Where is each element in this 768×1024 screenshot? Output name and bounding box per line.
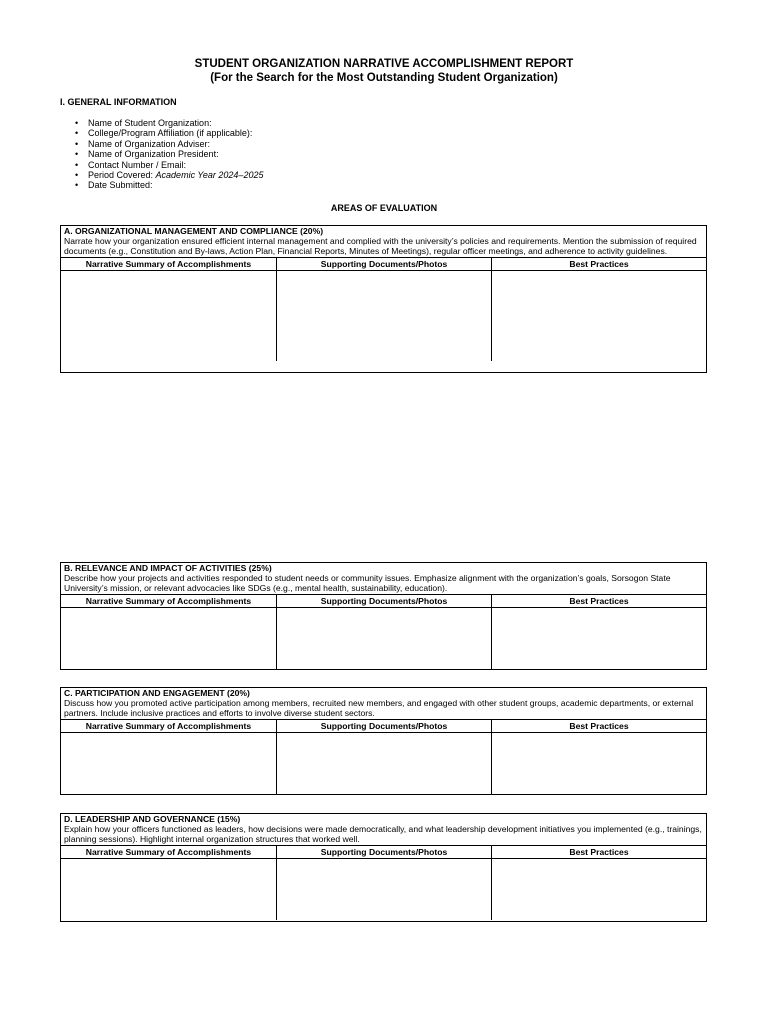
column-header-best-practices: Best Practices [492, 846, 706, 859]
section-d-header [61, 814, 706, 845]
section-b-grid [61, 594, 706, 669]
info-item-contact: • Contact Number / Email: [60, 160, 460, 170]
report-title: STUDENT ORGANIZATION NARRATIVE ACCOMPLISHMENT REPORT [194, 58, 574, 70]
report-subtitle: (For the Search for the Most Outstanding Student Organization) [210, 72, 558, 84]
column-header-supporting-documents: Supporting Documents/Photos [277, 258, 492, 271]
column-header-best-practices: Best Practices [492, 720, 706, 733]
section-d-grid [61, 845, 706, 920]
section-b-documents-cell[interactable] [277, 608, 492, 669]
section-a-grid [61, 257, 706, 361]
info-item-college-affiliation: • College/Program Affiliation (if applicable): [60, 128, 460, 138]
section-b-header [61, 563, 706, 594]
column-header-narrative: Narrative Summary of Accomplishments [61, 595, 277, 608]
info-item-period-covered: • Period Covered: Academic Year 2024–2025 [60, 170, 460, 180]
section-d-best-practices-cell[interactable] [492, 859, 706, 920]
section-c-documents-cell[interactable] [277, 733, 492, 794]
section-a-documents-cell[interactable] [277, 271, 492, 361]
section-a-title: A. ORGANIZATIONAL MANAGEMENT AND COMPLIANCE (20%) [64, 226, 324, 236]
section-a-description: Narrate how your organization ensured efficient internal management and complied with the university’s policies and requirements. Mention the submission of required documents (e.g., Constitution and By-laws, Action Plan, Financial Reports, Minutes of Meetings), regular officer meetings, and adherence to activity guidelines. [64, 236, 697, 256]
column-header-narrative: Narrative Summary of Accomplishments [61, 720, 277, 733]
column-header-supporting-documents: Supporting Documents/Photos [277, 720, 492, 733]
column-header-best-practices: Best Practices [492, 595, 706, 608]
section-d-table [60, 813, 707, 922]
general-information-heading: I. GENERAL INFORMATION [60, 97, 177, 107]
info-item-president: • Name of Organization President: [60, 149, 460, 159]
section-c-table [60, 687, 707, 795]
section-d-narrative-cell[interactable] [61, 859, 277, 920]
column-header-supporting-documents: Supporting Documents/Photos [277, 846, 492, 859]
column-header-supporting-documents: Supporting Documents/Photos [277, 595, 492, 608]
info-item-date-submitted: • Date Submitted: [60, 180, 460, 190]
section-b-description: Describe how your projects and activities responded to student needs or community issues. Emphasize alignment with the organization’s goals, Sorsogon State University’s mission, or relevant advocacies like SDGs (e.g., mental health, sustainability, education). [64, 573, 671, 593]
section-a-table [60, 225, 707, 373]
section-a-header [61, 226, 706, 257]
section-a-best-practices-cell[interactable] [492, 271, 706, 361]
section-d-description: Explain how your officers functioned as leaders, how decisions were made democratically, and what leadership development initiatives you implemented (e.g., trainings, planning sessions). Highlight internal organization structures that worked well. [64, 824, 702, 844]
section-d-documents-cell[interactable] [277, 859, 492, 920]
section-c-header [61, 688, 706, 719]
section-c-title: C. PARTICIPATION AND ENGAGEMENT (20%) [64, 688, 250, 698]
section-b-narrative-cell[interactable] [61, 608, 277, 669]
general-information-list [60, 118, 460, 191]
column-header-best-practices: Best Practices [492, 258, 706, 271]
column-header-narrative: Narrative Summary of Accomplishments [61, 846, 277, 859]
info-item-adviser: • Name of Organization Adviser: [60, 139, 460, 149]
column-header-narrative: Narrative Summary of Accomplishments [61, 258, 277, 271]
section-c-best-practices-cell[interactable] [492, 733, 706, 794]
info-item-organization-name: • Name of Student Organization: [60, 118, 460, 128]
section-c-description: Discuss how you promoted active participation among members, recruited new members, and engaged with other student groups, academic departments, or external partners. Include inclusive practices and efforts to involve diverse student sectors. [64, 698, 694, 718]
section-b-best-practices-cell[interactable] [492, 608, 706, 669]
section-b-title: B. RELEVANCE AND IMPACT OF ACTIVITIES (25%) [64, 563, 272, 573]
areas-of-evaluation-heading: AREAS OF EVALUATION [330, 203, 438, 213]
section-a-narrative-cell[interactable] [61, 271, 277, 361]
section-d-title: D. LEADERSHIP AND GOVERNANCE (15%) [64, 814, 241, 824]
section-b-table [60, 562, 707, 670]
section-c-narrative-cell[interactable] [61, 733, 277, 794]
section-c-grid [61, 719, 706, 794]
